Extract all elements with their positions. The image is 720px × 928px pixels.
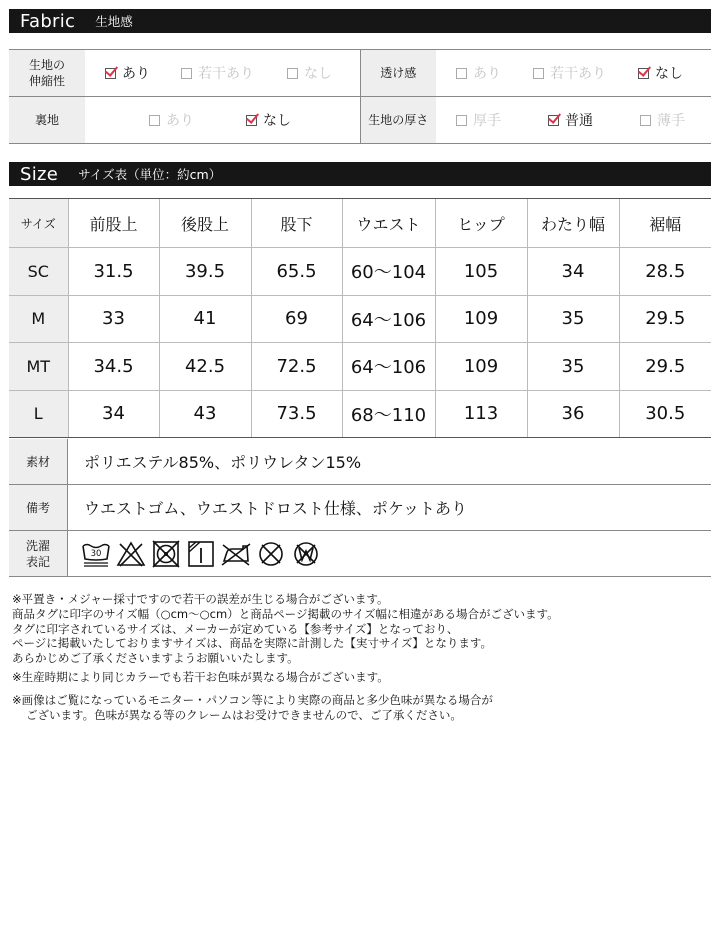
- material-value: ポリエステル85%、ポリウレタン15%: [84, 453, 362, 472]
- stretch-label: 生地の 伸縮性: [28, 58, 65, 88]
- fabric-subheading: 生地感: [95, 14, 133, 29]
- fabric-label-lining: [9, 97, 85, 144]
- sheer-option-no: なし: [638, 63, 683, 83]
- notes-block-2: [12, 670, 389, 685]
- table-cell: 42.5: [159, 343, 251, 391]
- fabric-label-stretch: [9, 50, 85, 97]
- table-cell: 34: [527, 248, 619, 296]
- notes-block-3: [12, 693, 493, 723]
- table-cell: 43: [159, 390, 251, 438]
- remarks-label: 備考: [9, 485, 68, 530]
- note-line: ※画像はご覧になっているモニター・パソコン等により実際の商品と多少色味が異なる場合が: [12, 693, 493, 707]
- size-column-header: 後股上: [159, 199, 251, 248]
- fabric-row-2: [9, 97, 711, 144]
- remarks-row: [9, 485, 711, 531]
- table-cell: 64〜106: [342, 295, 435, 343]
- checkbox-checked-icon: [105, 68, 116, 79]
- table-row: [9, 295, 711, 343]
- wash-temp-text: 30: [90, 548, 102, 559]
- thickness-option-thick: 厚手: [456, 110, 548, 130]
- sheer-label: 透け感: [380, 66, 417, 80]
- table-cell: 39.5: [159, 248, 251, 296]
- checkbox-empty-icon: [456, 68, 467, 79]
- size-column-header: 股下: [251, 199, 342, 248]
- table-cell: 34.5: [68, 343, 159, 391]
- note-line: ございます。色味が異なる等のクレームはお受けできませんので、ご了承ください。: [26, 707, 462, 722]
- size-column-header: わたり幅: [527, 199, 619, 248]
- stretch-options: [85, 50, 360, 97]
- care-row: [9, 531, 711, 577]
- table-cell: 30.5: [619, 390, 711, 438]
- checkbox-empty-icon: [456, 115, 467, 126]
- fabric-heading: Fabric: [20, 10, 76, 32]
- table-cell: 41: [159, 295, 251, 343]
- fabric-label-sheer: [360, 50, 436, 97]
- no-dry-clean-icon: [256, 540, 286, 568]
- line-dry-shade-icon: [186, 540, 216, 568]
- lining-option-no: なし: [246, 110, 291, 130]
- size-column-header: ウエスト: [342, 199, 435, 248]
- table-cell: 105: [435, 248, 527, 296]
- table-cell: 68〜110: [342, 390, 435, 438]
- note-line: あらかじめご了承くださいますようお願いいたします。: [12, 651, 299, 666]
- table-cell: 35: [527, 343, 619, 391]
- fabric-row-1: [9, 50, 711, 97]
- table-cell: 73.5: [251, 390, 342, 438]
- table-cell: 109: [435, 295, 527, 343]
- table-cell: 60〜104: [342, 248, 435, 296]
- size-subheading: サイズ表（単位：約cm）: [78, 167, 222, 182]
- care-label: 洗濯 表記: [9, 531, 68, 576]
- remarks-value: ウエストゴム、ウエストドロスト仕様、ポケットあり: [84, 499, 468, 518]
- checkbox-empty-icon: [287, 68, 298, 79]
- size-header: [9, 162, 711, 186]
- table-row: [9, 343, 711, 391]
- size-heading: Size: [20, 163, 59, 185]
- size-column-header: ヒップ: [435, 199, 527, 248]
- fabric-table: [9, 49, 711, 144]
- checkbox-empty-icon: [533, 68, 544, 79]
- note-line: ※生産時期により同じカラーでも若干お色味が異なる場合がございます。: [12, 670, 389, 684]
- table-cell: 65.5: [251, 248, 342, 296]
- wash-30-gentle-icon: [81, 540, 111, 568]
- table-cell: 29.5: [619, 295, 711, 343]
- size-column-header: 前股上: [68, 199, 159, 248]
- notes-block-1: [12, 592, 559, 666]
- iron-crossed-icon: [221, 540, 251, 568]
- checkbox-empty-icon: [181, 68, 192, 79]
- checkbox-checked-icon: [246, 115, 257, 126]
- sheer-option-slight: 若干あり: [533, 63, 638, 83]
- table-cell: 29.5: [619, 343, 711, 391]
- note-line: ページに掲載いたしておりますサイズは、商品を実際に計測した【実寸サイズ】となります。: [12, 636, 493, 651]
- care-symbols: [68, 531, 321, 576]
- size-label: MT: [9, 343, 68, 391]
- thickness-option-normal: 普通: [548, 110, 640, 130]
- material-row: [9, 439, 711, 485]
- lining-options: [85, 97, 360, 144]
- thickness-option-thin: 薄手: [640, 110, 685, 130]
- no-tumble-dry-icon: [151, 540, 181, 568]
- fabric-header: [9, 9, 711, 33]
- lining-label: 裏地: [34, 113, 59, 127]
- size-header-row: [9, 199, 711, 248]
- size-column-header: サイズ: [9, 199, 68, 248]
- stretch-option-no: なし: [287, 63, 332, 83]
- no-wet-clean-icon: [291, 540, 321, 568]
- table-cell: 35: [527, 295, 619, 343]
- table-row: [9, 248, 711, 296]
- checkbox-checked-icon: [638, 68, 649, 79]
- lining-option-yes: あり: [149, 110, 246, 130]
- note-line: ※平置き・メジャー採寸ですので若干の誤差が生じる場合がございます。: [12, 592, 389, 606]
- table-row: [9, 390, 711, 438]
- table-cell: 72.5: [251, 343, 342, 391]
- note-line: 商品タグに印字のサイズ幅（○cm〜○cm）と商品ページ掲載のサイズ幅に相違がある場合がございます。: [12, 606, 559, 621]
- size-label: L: [9, 390, 68, 438]
- table-cell: 28.5: [619, 248, 711, 296]
- note-line: タグに印字されているサイズは、メーカーが定めている【参考サイズ】となっており、: [12, 621, 459, 636]
- sheer-option-yes: あり: [456, 63, 533, 83]
- table-cell: 109: [435, 343, 527, 391]
- thickness-options: [436, 97, 711, 144]
- table-cell: 113: [435, 390, 527, 438]
- checkbox-empty-icon: [149, 115, 160, 126]
- sheer-options: [436, 50, 711, 97]
- table-cell: 33: [68, 295, 159, 343]
- table-cell: 34: [68, 390, 159, 438]
- no-bleach-icon: [116, 540, 146, 568]
- fabric-label-thickness: [360, 97, 436, 144]
- thickness-label: 生地の厚さ: [368, 113, 429, 127]
- size-column-header: 裾幅: [619, 199, 711, 248]
- size-table: [9, 198, 711, 438]
- table-cell: 64〜106: [342, 343, 435, 391]
- table-cell: 31.5: [68, 248, 159, 296]
- checkbox-checked-icon: [548, 115, 559, 126]
- stretch-option-slight: 若干あり: [181, 63, 287, 83]
- checkbox-empty-icon: [640, 115, 651, 126]
- stretch-option-yes: あり: [105, 63, 181, 83]
- material-label: 素材: [9, 439, 68, 484]
- table-cell: 69: [251, 295, 342, 343]
- size-label: SC: [9, 248, 68, 296]
- table-cell: 36: [527, 390, 619, 438]
- size-label: M: [9, 295, 68, 343]
